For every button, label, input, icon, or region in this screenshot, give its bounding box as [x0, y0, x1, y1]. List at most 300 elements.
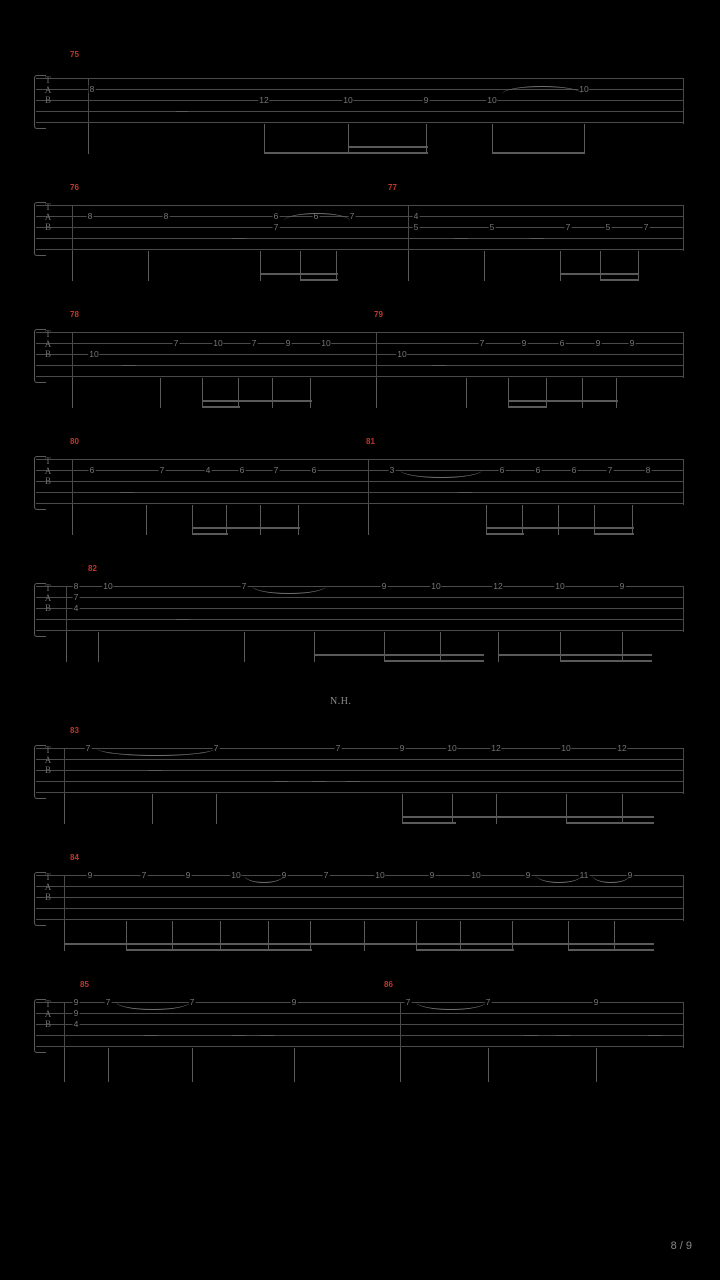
stem — [192, 1048, 193, 1082]
staff-line — [36, 376, 684, 377]
staff-line — [36, 354, 684, 355]
tab-clef: T A B — [44, 872, 52, 902]
technique-annotation: N.H. — [330, 696, 352, 707]
stem — [264, 124, 265, 154]
staff-line — [36, 608, 684, 609]
stem — [498, 632, 499, 662]
hold-dash — [524, 1035, 538, 1036]
stem — [72, 505, 73, 535]
stem — [272, 378, 273, 408]
tab-clef: T A B — [44, 202, 52, 232]
tab-note: 10 — [103, 581, 113, 591]
staff — [36, 183, 684, 251]
hold-dash — [458, 492, 472, 493]
tab-note: 8 — [87, 211, 93, 221]
staff-line — [36, 586, 684, 587]
barline — [683, 332, 684, 378]
stem — [72, 378, 73, 408]
barline — [400, 1002, 401, 1048]
tab-note: 7 — [565, 222, 571, 232]
staff-line — [36, 897, 684, 898]
tab-note: 10 — [343, 95, 353, 105]
tab-note: 7 — [189, 997, 195, 1007]
hold-dash — [312, 781, 326, 782]
tab-note: 9 — [381, 581, 387, 591]
tab-note: 4 — [73, 603, 79, 613]
measure-number: 76 — [70, 183, 79, 192]
stem — [466, 378, 467, 408]
barline — [72, 332, 73, 378]
tab-note: 10 — [213, 338, 223, 348]
stem — [460, 921, 461, 951]
hold-dash — [232, 1035, 246, 1036]
tie — [252, 586, 326, 594]
tab-clef: T A B — [44, 583, 52, 613]
beam — [486, 527, 634, 529]
tab-note: 7 — [105, 997, 111, 1007]
staff-line — [36, 78, 684, 79]
staff-line — [36, 1046, 684, 1047]
tab-note: 10 — [231, 870, 241, 880]
stem — [348, 124, 349, 154]
beam — [64, 943, 226, 945]
tab-note: 9 — [595, 338, 601, 348]
stem — [364, 921, 365, 951]
staff-line — [36, 1013, 684, 1014]
tab-note: 9 — [73, 997, 79, 1007]
stem — [566, 794, 567, 824]
tab-note: 5 — [413, 222, 419, 232]
staff-line — [36, 249, 684, 250]
stem — [384, 632, 385, 662]
barline — [683, 586, 684, 632]
barline — [64, 748, 65, 794]
beam — [220, 943, 364, 945]
staff-line — [36, 503, 684, 504]
tab-note: 7 — [349, 211, 355, 221]
stem — [408, 251, 409, 281]
tab-note: 7 — [485, 997, 491, 1007]
tab-clef: T A B — [44, 75, 52, 105]
tab-note: 10 — [375, 870, 385, 880]
tab-note: 12 — [493, 581, 503, 591]
tab-note: 10 — [471, 870, 481, 880]
hold-dash — [122, 365, 136, 366]
stem — [310, 378, 311, 408]
page-number: 8 / 9 — [670, 1240, 692, 1252]
stem — [294, 1048, 295, 1082]
staff — [36, 853, 684, 921]
staff-line — [36, 459, 684, 460]
tab-note: 8 — [645, 465, 651, 475]
beam — [402, 816, 498, 818]
tab-note: 6 — [559, 338, 565, 348]
stem — [622, 632, 623, 662]
tie — [96, 748, 216, 756]
beam — [300, 279, 338, 281]
beam — [348, 146, 428, 148]
staff-line — [36, 1024, 684, 1025]
stem — [622, 794, 623, 824]
tab-note: 9 — [87, 870, 93, 880]
tab-note: 7 — [335, 743, 341, 753]
tab-note: 9 — [521, 338, 527, 348]
stem — [582, 378, 583, 408]
tab-note: 7 — [643, 222, 649, 232]
stem — [300, 251, 301, 281]
stem — [632, 505, 633, 535]
staff-line — [36, 630, 684, 631]
tie — [244, 875, 284, 883]
barline — [64, 875, 65, 921]
stem — [192, 505, 193, 535]
stem — [72, 251, 73, 281]
tab-note: 12 — [617, 743, 627, 753]
stem — [88, 124, 89, 154]
stem — [522, 505, 523, 535]
barline — [408, 205, 409, 251]
tab-note: 8 — [163, 211, 169, 221]
beam — [492, 152, 585, 154]
tab-note: 8 — [73, 581, 79, 591]
beam — [508, 406, 546, 408]
staff-line — [36, 205, 684, 206]
stem — [440, 632, 441, 662]
stem — [638, 251, 639, 281]
tab-note: 4 — [413, 211, 419, 221]
tab-note: 10 — [555, 581, 565, 591]
tab-note: 4 — [205, 465, 211, 475]
staff-line — [36, 908, 684, 909]
tab-note: 7 — [173, 338, 179, 348]
staff-line — [36, 781, 684, 782]
stem — [568, 921, 569, 951]
hold-dash — [530, 238, 544, 239]
stem — [512, 921, 513, 951]
beam — [560, 660, 652, 662]
staff-line — [36, 238, 684, 239]
tab-note: 9 — [525, 870, 531, 880]
stem — [172, 921, 173, 951]
stem — [546, 378, 547, 408]
tab-note: 12 — [491, 743, 501, 753]
tab-note: 9 — [423, 95, 429, 105]
tab-note: 10 — [431, 581, 441, 591]
stem — [614, 921, 615, 951]
measure-number: 86 — [384, 980, 393, 989]
tab-note: 9 — [399, 743, 405, 753]
stem — [596, 1048, 597, 1082]
staff-line — [36, 122, 684, 123]
tab-note: 6 — [499, 465, 505, 475]
tab-note: 7 — [251, 338, 257, 348]
tie — [116, 1002, 190, 1010]
stem — [400, 1048, 401, 1082]
tab-note: 9 — [593, 997, 599, 1007]
hold-dash — [176, 111, 188, 112]
staff — [36, 437, 684, 505]
measure-number: 78 — [70, 310, 79, 319]
stem — [298, 505, 299, 535]
beam — [498, 654, 652, 656]
stem — [64, 794, 65, 824]
stem — [226, 505, 227, 535]
hold-dash — [556, 1035, 570, 1036]
beam — [594, 533, 634, 535]
stem — [492, 124, 493, 154]
beam — [600, 279, 639, 281]
hold-dash — [260, 1035, 274, 1036]
staff-line — [36, 1035, 684, 1036]
stem — [486, 505, 487, 535]
stem — [426, 124, 427, 154]
measure-number: 84 — [70, 853, 79, 862]
stem — [216, 794, 217, 824]
tab-note: 7 — [479, 338, 485, 348]
tie — [536, 875, 582, 883]
tab-note: 9 — [291, 997, 297, 1007]
tab-note: 10 — [579, 84, 589, 94]
tab-note: 6 — [535, 465, 541, 475]
measure-number: 82 — [88, 564, 97, 573]
measure-number: 83 — [70, 726, 79, 735]
staff — [36, 310, 684, 378]
stem — [160, 378, 161, 408]
measure-number: 80 — [70, 437, 79, 446]
tab-note: 7 — [323, 870, 329, 880]
stem — [508, 378, 509, 408]
beam — [264, 152, 428, 154]
beam — [192, 527, 300, 529]
tab-note: 9 — [629, 338, 635, 348]
tab-note: 5 — [605, 222, 611, 232]
stem — [148, 251, 149, 281]
stem — [126, 921, 127, 951]
beam — [402, 822, 456, 824]
hold-dash — [454, 238, 468, 239]
tab-clef: T A B — [44, 745, 52, 775]
staff-line — [36, 759, 684, 760]
beam — [220, 949, 312, 951]
tab-note: 6 — [89, 465, 95, 475]
tab-note: 10 — [89, 349, 99, 359]
tie — [400, 470, 482, 478]
measure-number: 81 — [366, 437, 375, 446]
stem — [220, 921, 221, 951]
tie — [284, 213, 350, 221]
tab-note: 7 — [273, 222, 279, 232]
tab-clef: T A B — [44, 999, 52, 1029]
tab-note: 7 — [241, 581, 247, 591]
tab-note: 10 — [447, 743, 457, 753]
tab-note: 6 — [239, 465, 245, 475]
tab-note: 7 — [141, 870, 147, 880]
beam — [364, 943, 514, 945]
beam — [560, 273, 639, 275]
tab-note: 10 — [397, 349, 407, 359]
stem — [268, 921, 269, 951]
tab-note: 3 — [389, 465, 395, 475]
tab-note: 9 — [285, 338, 291, 348]
tab-note: 7 — [607, 465, 613, 475]
tab-note: 7 — [73, 592, 79, 602]
stem — [202, 378, 203, 408]
stem — [336, 251, 337, 281]
tab-note: 7 — [85, 743, 91, 753]
stem — [368, 505, 369, 535]
stem — [484, 251, 485, 281]
tab-note: 10 — [487, 95, 497, 105]
stem — [108, 1048, 109, 1082]
tab-note: 10 — [561, 743, 571, 753]
beam — [416, 949, 514, 951]
tab-note: 7 — [159, 465, 165, 475]
barline — [64, 1002, 65, 1048]
stem — [558, 505, 559, 535]
tie — [416, 1002, 486, 1010]
tab-note: 6 — [273, 211, 279, 221]
barline — [683, 875, 684, 921]
stem — [402, 794, 403, 824]
stem — [260, 505, 261, 535]
stem — [64, 1048, 65, 1082]
staff — [36, 564, 684, 632]
staff-line — [36, 919, 684, 920]
beam — [486, 533, 524, 535]
tab-note: 6 — [571, 465, 577, 475]
beam — [384, 660, 484, 662]
staff-line — [36, 792, 684, 793]
stem — [616, 378, 617, 408]
staff-line — [36, 216, 684, 217]
tab-note: 11 — [579, 870, 589, 880]
beam — [126, 949, 224, 951]
hold-dash — [148, 770, 162, 771]
stem — [314, 632, 315, 662]
barline — [683, 459, 684, 505]
tab-note: 9 — [185, 870, 191, 880]
stem — [452, 794, 453, 824]
hold-dash — [144, 1035, 158, 1036]
beam — [496, 816, 654, 818]
stem — [376, 378, 377, 408]
tab-note: 9 — [73, 1008, 79, 1018]
beam — [508, 400, 618, 402]
barline — [368, 459, 369, 505]
stem — [146, 505, 147, 535]
tie — [592, 875, 630, 883]
stem — [66, 632, 67, 662]
stem — [584, 124, 585, 154]
barline — [683, 1002, 684, 1048]
tab-clef: T A B — [44, 329, 52, 359]
tab-note: 6 — [313, 211, 319, 221]
barline — [72, 205, 73, 251]
measure-number: 77 — [388, 183, 397, 192]
staff — [36, 980, 684, 1048]
stem — [244, 632, 245, 662]
staff-line — [36, 597, 684, 598]
tab-note: 6 — [311, 465, 317, 475]
staff-line — [36, 332, 684, 333]
hold-dash — [648, 1035, 662, 1036]
hold-dash — [232, 238, 246, 239]
staff — [36, 50, 684, 124]
hold-dash — [346, 781, 360, 782]
stem — [594, 505, 595, 535]
stem — [260, 251, 261, 281]
tab-note: 5 — [489, 222, 495, 232]
staff-line — [36, 770, 684, 771]
staff-line — [36, 619, 684, 620]
beam — [566, 822, 654, 824]
staff — [36, 726, 684, 794]
stem — [600, 251, 601, 281]
tie — [502, 86, 582, 94]
staff-line — [36, 343, 684, 344]
staff-line — [36, 100, 684, 101]
barline — [376, 332, 377, 378]
stem — [64, 921, 65, 951]
tab-note: 9 — [619, 581, 625, 591]
tab-note: 9 — [429, 870, 435, 880]
barline — [683, 748, 684, 794]
tab-note: 12 — [259, 95, 269, 105]
hold-dash — [432, 365, 446, 366]
beam — [192, 533, 228, 535]
stem — [496, 794, 497, 824]
beam — [202, 406, 240, 408]
staff-line — [36, 111, 684, 112]
barline — [683, 78, 684, 124]
tab-clef: T A B — [44, 456, 52, 486]
tab-note: 7 — [273, 465, 279, 475]
hold-dash — [176, 619, 190, 620]
tab-note: 10 — [321, 338, 331, 348]
barline — [683, 205, 684, 251]
measure-number: 75 — [70, 50, 79, 59]
tab-note: 9 — [627, 870, 633, 880]
tab-note: 8 — [89, 84, 95, 94]
stem — [98, 632, 99, 662]
hold-dash — [274, 781, 288, 782]
beam — [260, 273, 338, 275]
hold-dash — [120, 492, 134, 493]
beam — [202, 400, 312, 402]
stem — [310, 921, 311, 951]
beam — [314, 654, 484, 656]
staff-line — [36, 481, 684, 482]
tab-note: 9 — [281, 870, 287, 880]
beam — [568, 949, 654, 951]
tab-note: 4 — [73, 1019, 79, 1029]
staff-line — [36, 227, 684, 228]
tab-note: 7 — [213, 743, 219, 753]
staff-line — [36, 470, 684, 471]
measure-number: 79 — [374, 310, 383, 319]
measure-number: 85 — [80, 980, 89, 989]
stem — [560, 251, 561, 281]
stem — [560, 632, 561, 662]
stem — [152, 794, 153, 824]
stem — [238, 378, 239, 408]
barline — [66, 586, 67, 632]
tab-note: 7 — [405, 997, 411, 1007]
barline — [72, 459, 73, 505]
staff-line — [36, 886, 684, 887]
beam — [512, 943, 654, 945]
stem — [488, 1048, 489, 1082]
